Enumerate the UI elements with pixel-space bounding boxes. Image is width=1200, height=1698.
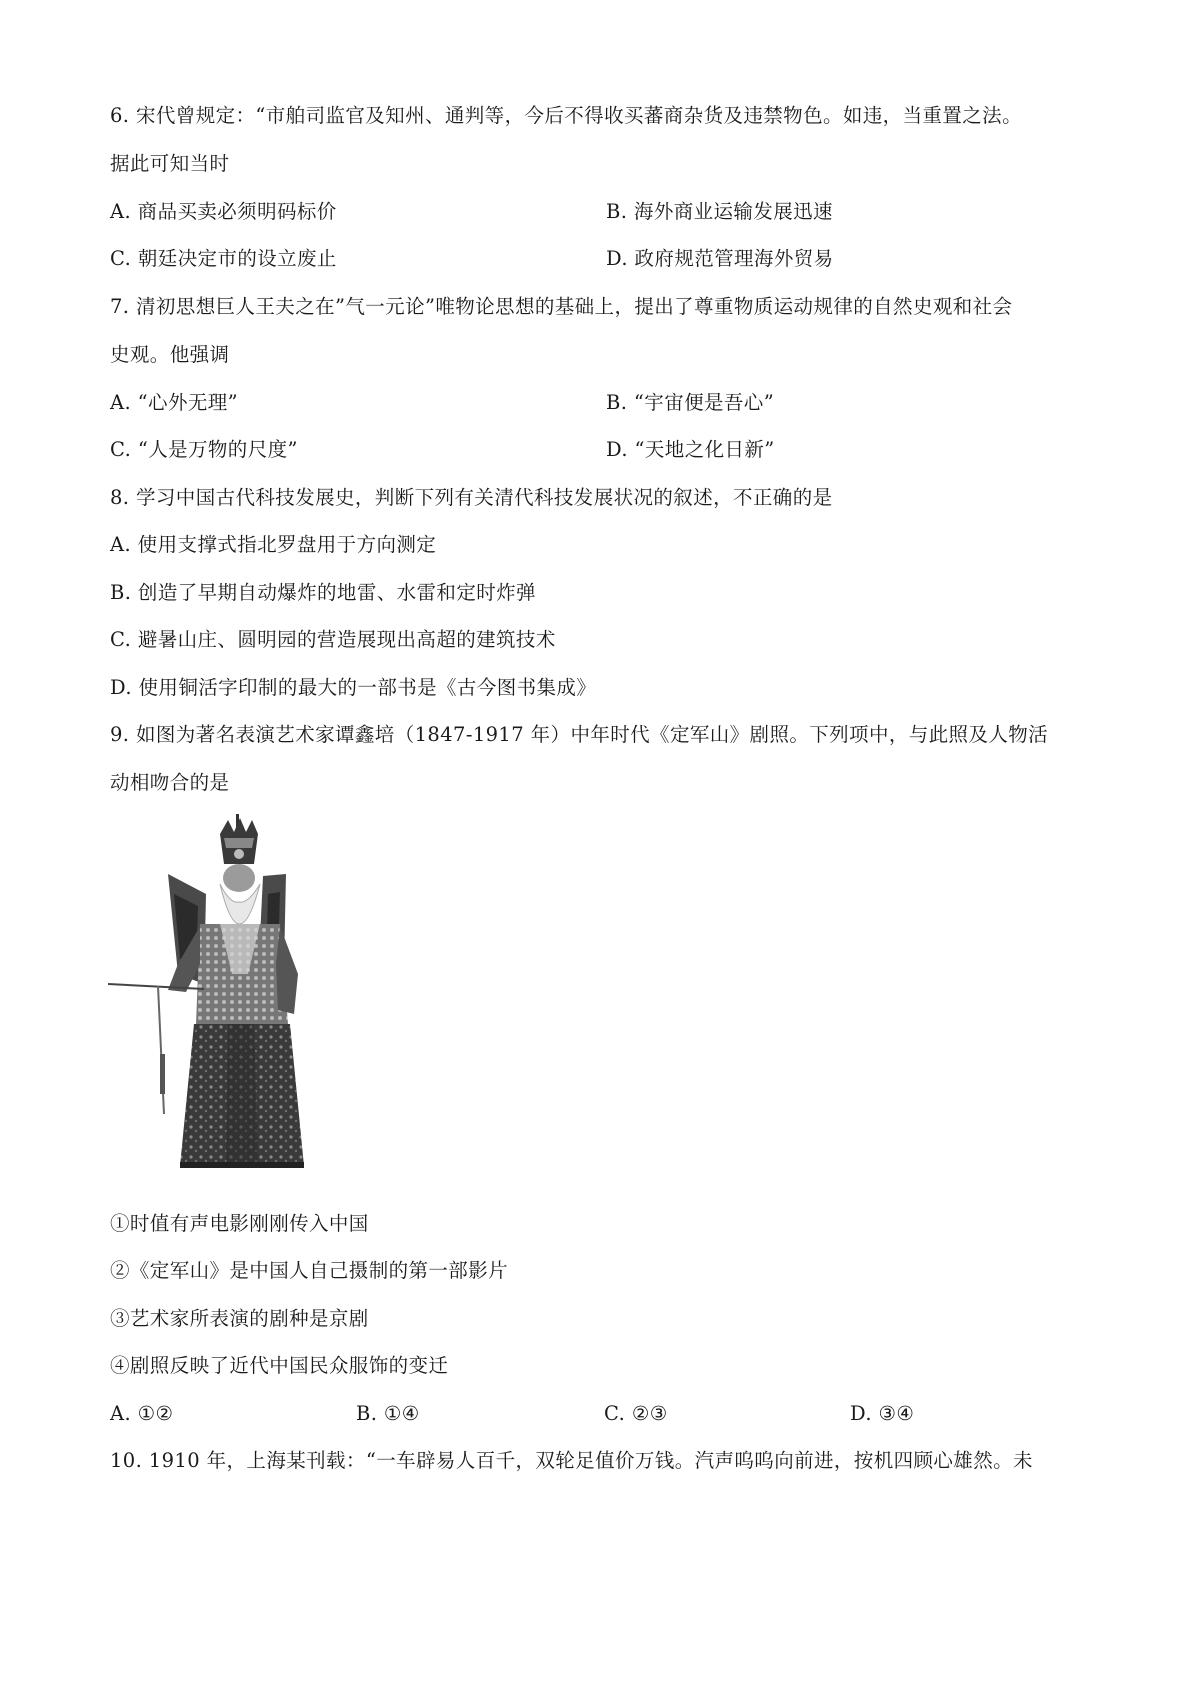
opera-performer-photo	[108, 814, 318, 1174]
q6-option-a: A. 商品买卖必须明码标价	[110, 200, 337, 223]
q9-stem-line1: 9. 如图为著名表演艺术家谭鑫培（1847-1917 年）中年时代《定军山》剧照。下列项中，与此照及人物活	[110, 723, 1049, 746]
q9-statement-1: ①时值有声电影刚刚传入中国	[110, 1212, 369, 1235]
q9-statement-4: ④剧照反映了近代中国民众服饰的变迁	[110, 1354, 449, 1377]
q9-option-c: C. ②③	[604, 1402, 668, 1425]
q8-option-c: C. 避暑山庄、圆明园的营造展现出高超的建筑技术	[110, 628, 556, 651]
q9-statement-3: ③艺术家所表演的剧种是京剧	[110, 1307, 369, 1330]
q7-option-d: D. “天地之化日新”	[606, 438, 775, 461]
q9-option-d: D. ③④	[850, 1402, 915, 1425]
q9-statement-2: ②《定军山》是中国人自己摄制的第一部影片	[110, 1259, 509, 1282]
q7-stem-line1: 7. 清初思想巨人王夫之在”气一元论”唯物论思想的基础上，提出了尊重物质运动规律的自然史观和社会	[110, 295, 1013, 318]
q7-option-c: C. “人是万物的尺度”	[110, 438, 298, 461]
q7-option-b: B. “宇宙便是吾心”	[606, 391, 775, 414]
q9-option-a: A. ①②	[110, 1402, 174, 1425]
q8-option-b: B. 创造了早期自动爆炸的地雷、水雷和定时炸弹	[110, 581, 536, 604]
q6-stem-line1: 6. 宋代曾规定：“市舶司监官及知州、通判等，今后不得收买蕃商杂货及违禁物色。如违，当重置之法。	[110, 104, 1022, 127]
q6-stem-line2: 据此可知当时	[110, 152, 230, 175]
q8-stem: 8. 学习中国古代科技发展史，判断下列有关清代科技发展状况的叙述，不正确的是	[110, 486, 833, 509]
q6-option-c: C. 朝廷决定市的设立废止	[110, 247, 337, 270]
q8-option-a: A. 使用支撑式指北罗盘用于方向测定	[110, 533, 437, 556]
q10-stem-line1: 10. 1910 年，上海某刊载：“一车辟易人百千，双轮足值价万钱。汽声呜呜向前进，按机四顾心雄然。未	[110, 1449, 1033, 1472]
q7-stem-line2: 史观。他强调	[110, 343, 230, 366]
q6-option-b: B. 海外商业运输发展迅速	[606, 200, 833, 223]
q9-option-b: B. ①④	[356, 1402, 420, 1425]
q6-option-d: D. 政府规范管理海外贸易	[606, 247, 834, 270]
q9-stem-line2: 动相吻合的是	[110, 771, 230, 794]
q8-option-d: D. 使用铜活字印制的最大的一部书是《古今图书集成》	[110, 676, 597, 699]
q7-option-a: A. “心外无理”	[110, 391, 239, 414]
